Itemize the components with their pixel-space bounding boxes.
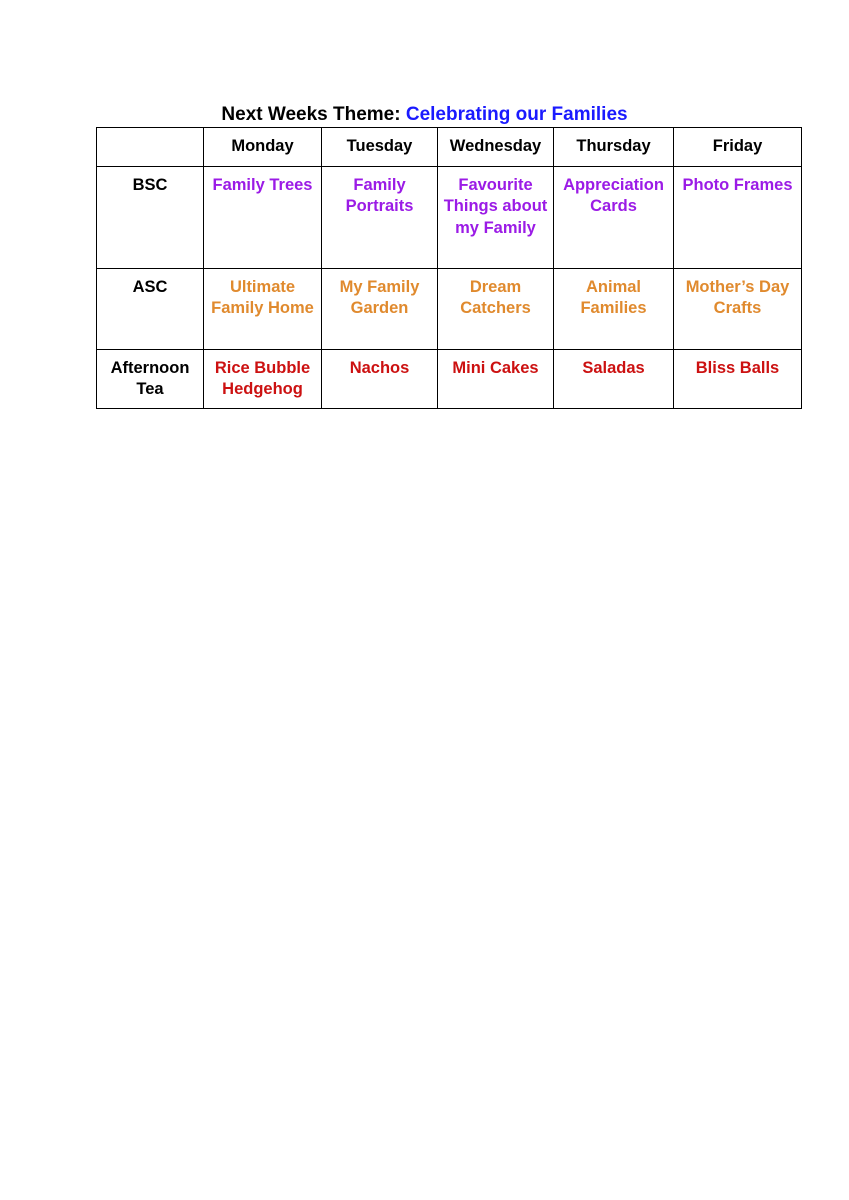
tea-tuesday: Nachos bbox=[322, 349, 438, 408]
asc-thursday: Animal Families bbox=[554, 268, 674, 349]
header-thursday: Thursday bbox=[554, 128, 674, 167]
page-title bbox=[0, 103, 849, 127]
bsc-thursday: Appreciation Cards bbox=[554, 166, 674, 268]
table-row-afternoon-tea bbox=[97, 349, 802, 408]
row-label-asc: ASC bbox=[97, 268, 204, 349]
title-theme: Celebrating our Families bbox=[405, 104, 628, 125]
asc-friday: Mother’s Day Crafts bbox=[674, 268, 802, 349]
table-header-row bbox=[97, 128, 802, 167]
tea-monday: Rice Bubble Hedgehog bbox=[204, 349, 322, 408]
tea-friday: Bliss Balls bbox=[674, 349, 802, 408]
asc-wednesday: Dream Catchers bbox=[438, 268, 554, 349]
table-row-asc bbox=[97, 268, 802, 349]
asc-tuesday: My Family Garden bbox=[322, 268, 438, 349]
asc-monday: Ultimate Family Home bbox=[204, 268, 322, 349]
bsc-wednesday: Favourite Things about my Family bbox=[438, 166, 554, 268]
header-wednesday: Wednesday bbox=[438, 128, 554, 167]
row-label-afternoon-tea: Afternoon Tea bbox=[97, 349, 204, 408]
bsc-tuesday: Family Portraits bbox=[322, 166, 438, 268]
row-label-bsc: BSC bbox=[97, 166, 204, 268]
header-corner-cell bbox=[97, 128, 204, 167]
header-friday: Friday bbox=[674, 128, 802, 167]
bsc-monday: Family Trees bbox=[204, 166, 322, 268]
table-row-bsc bbox=[97, 166, 802, 268]
tea-thursday: Saladas bbox=[554, 349, 674, 408]
tea-wednesday: Mini Cakes bbox=[438, 349, 554, 408]
bsc-friday: Photo Frames bbox=[674, 166, 802, 268]
header-tuesday: Tuesday bbox=[322, 128, 438, 167]
header-monday: Monday bbox=[204, 128, 322, 167]
title-label: Next Weeks Theme: bbox=[221, 104, 401, 125]
weekly-schedule-table bbox=[96, 127, 802, 409]
